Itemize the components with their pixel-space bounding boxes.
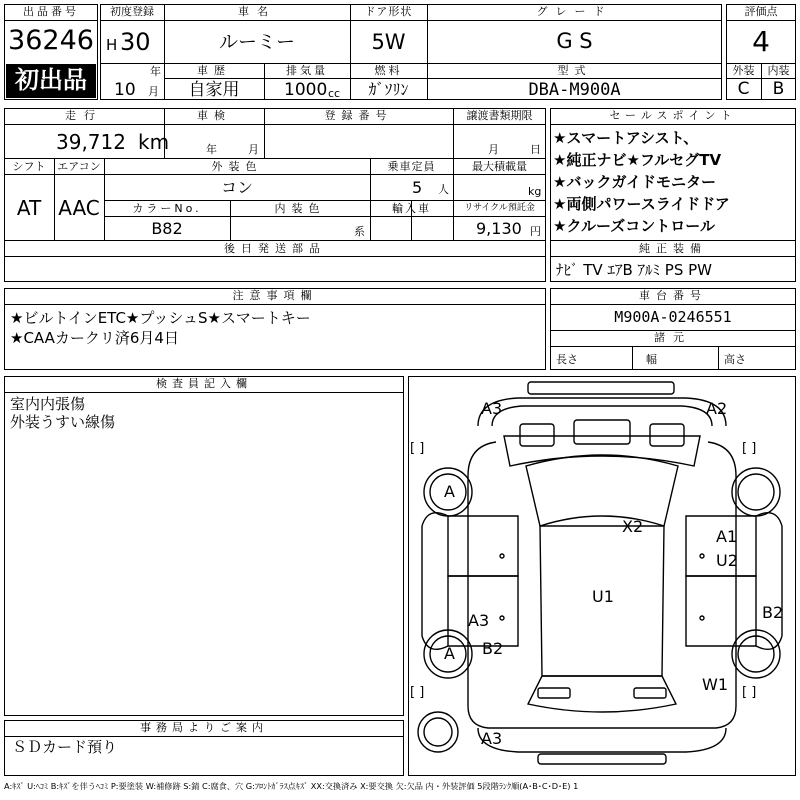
mark-a3-left-rear-door: A3 (468, 611, 490, 630)
width-label: 幅 (646, 353, 657, 366)
int-color-label: 内装色 (274, 202, 326, 215)
plate-label: 登録番号 (324, 109, 393, 122)
exterior-score: C (737, 79, 750, 99)
chassis-label: 車台番号 (639, 289, 707, 302)
notes-line-2: ★CAAカークリ済6月4日 (10, 329, 179, 347)
dimensions-label: 諸元 (654, 331, 692, 344)
shift-label: シフト (12, 160, 46, 173)
office-text: ＳＤカード預り (12, 738, 118, 756)
recycle-value: 9,130 (476, 219, 522, 238)
first-listing-label: 初出品 (15, 66, 87, 94)
notes-label: 注意事項欄 (232, 289, 318, 302)
registration-year-unit: 年 (150, 65, 161, 78)
grade: G S (556, 29, 593, 53)
sales-point-2: ★純正ナビ★フルセグTV (553, 151, 722, 169)
legend: A:ｷｽﾞ U:ﾍｺﾐ B:ｷｽﾞを伴うﾍｺﾐ P:要塗装 W:補修跡 S:錆 C:腐食、穴 G:ﾌﾛﾝﾄｶﾞﾗｽ点ｷｽﾞ XX:交換済み X:要交換 欠:欠品 内・外装評価 5段階ﾗﾝｸ順(A･B･C･D･E) 1 (4, 782, 579, 791)
interior-score: B (772, 79, 785, 99)
height-label: 高さ (724, 353, 746, 366)
score-value: 4 (752, 25, 770, 58)
max-load-unit: kg (528, 185, 542, 198)
history: 自家用 (188, 80, 240, 100)
displacement-unit: cc (328, 87, 341, 100)
door-label: ドア形状 (364, 5, 413, 18)
capacity: 5 (412, 178, 423, 197)
mark-u2-right-door: U2 (716, 551, 738, 570)
int-color-suffix: 系 (354, 225, 365, 238)
mark-b2-right-rear: B2 (762, 603, 784, 622)
sales-point-5: ★クルーズコントロール (553, 217, 715, 235)
mileage-unit: km (138, 130, 170, 154)
chassis-number: M900A-0246551 (614, 308, 732, 326)
recycle-label: リサイクル預託金 (464, 203, 535, 213)
ac-value: AAC (58, 196, 100, 220)
sales-point-3: ★バックガイドモニター (553, 173, 716, 191)
length-label: 長さ (556, 353, 578, 366)
bracket-right-rear: [ ] (742, 685, 757, 700)
mark-a3-rear-bumper: A3 (481, 729, 503, 748)
registration-label: 初度登録 (110, 5, 154, 18)
mark-x2-roof: X2 (622, 517, 644, 536)
inspector-label: 検査員記入欄 (156, 377, 252, 390)
inspection-year-unit: 年 (206, 143, 217, 156)
model-label: 型式 (557, 64, 592, 77)
equipment-label: 純正装備 (639, 242, 707, 255)
model: DBA-M900A (528, 80, 621, 100)
fuel: ｶﾞｿﾘﾝ (368, 80, 409, 99)
sales-point-4: ★両側パワースライドドア (553, 195, 730, 213)
mark-b2-left-rear: B2 (482, 639, 504, 658)
notes-line-1: ★ビルトインETC★プッシュS★スマートキー (10, 309, 311, 327)
equipment-value: ﾅﾋﾞ TV ｴｱB ｱﾙﾐ PS PW (556, 261, 712, 279)
mileage-value: 39,712 (56, 130, 126, 154)
later-parts-label: 後日発送部品 (224, 242, 326, 255)
transfer-day-unit: 日 (530, 143, 541, 156)
inspector-line-1: 室内内張傷 (10, 395, 86, 413)
fuel-label: 燃料 (374, 64, 403, 77)
ext-color-label: 外装色 (211, 160, 263, 173)
transfer-label: 譲渡書類期限 (466, 109, 533, 122)
sales-points-label: セールスポイント (609, 109, 737, 122)
mark-w1-rear-glass: W1 (702, 675, 728, 694)
color-no: B82 (151, 219, 183, 238)
max-load-label: 最大積載量 (472, 160, 527, 173)
mark-u1-roof: U1 (592, 587, 614, 606)
car-name: ルーミー (218, 31, 295, 53)
inspection-month-unit: 月 (248, 143, 259, 156)
displacement-label: 排気量 (286, 64, 328, 77)
office-label: 事務局よりご案内 (140, 721, 268, 734)
displacement: 1000 (284, 80, 328, 100)
bracket-right-front: [ ] (742, 441, 757, 456)
mark-a3-front-left: A3 (481, 399, 503, 418)
bracket-left-front: [ ] (410, 441, 425, 456)
ext-color: コン (220, 178, 253, 197)
inspector-line-2: 外装うすい線傷 (10, 413, 116, 431)
registration-month-unit: 月 (148, 85, 159, 98)
color-no-label: カラーNo. (132, 202, 202, 215)
grade-label: グレード (536, 5, 613, 18)
mark-a-front-left-wheel: A (444, 482, 455, 501)
mileage-label: 走行 (65, 109, 103, 122)
car-name-label: 車名 (238, 5, 276, 18)
capacity-label: 乗車定員 (387, 160, 436, 173)
bracket-left-rear: [ ] (410, 685, 425, 700)
lot-number: 36246 (8, 25, 94, 56)
history-label: 車歴 (197, 64, 231, 77)
mark-a2-front-right: A2 (706, 399, 728, 418)
shift-value: AT (16, 196, 42, 220)
registration-year: 30 (120, 28, 151, 56)
import-label: 輸入車 (392, 202, 431, 215)
registration-era: H (106, 36, 118, 54)
recycle-unit: 円 (530, 225, 541, 238)
registration-month: 10 (114, 80, 136, 100)
interior-label: 内装 (767, 64, 790, 77)
lot-number-label: 出品番号 (23, 5, 79, 18)
exterior-label: 外装 (732, 64, 755, 77)
door-type: 5W (371, 30, 406, 54)
mark-a-rear-left-wheel: A (444, 644, 455, 663)
car-diagram (408, 376, 796, 776)
inspection-label: 車検 (197, 109, 231, 122)
capacity-unit: 人 (438, 183, 449, 196)
score-label: 評価点 (744, 5, 778, 18)
transfer-month-unit: 月 (488, 143, 499, 156)
mark-a1-right-door: A1 (716, 527, 738, 546)
ac-label: エアコン (57, 160, 101, 173)
sales-point-1: ★スマートアシスト、 (553, 129, 699, 147)
